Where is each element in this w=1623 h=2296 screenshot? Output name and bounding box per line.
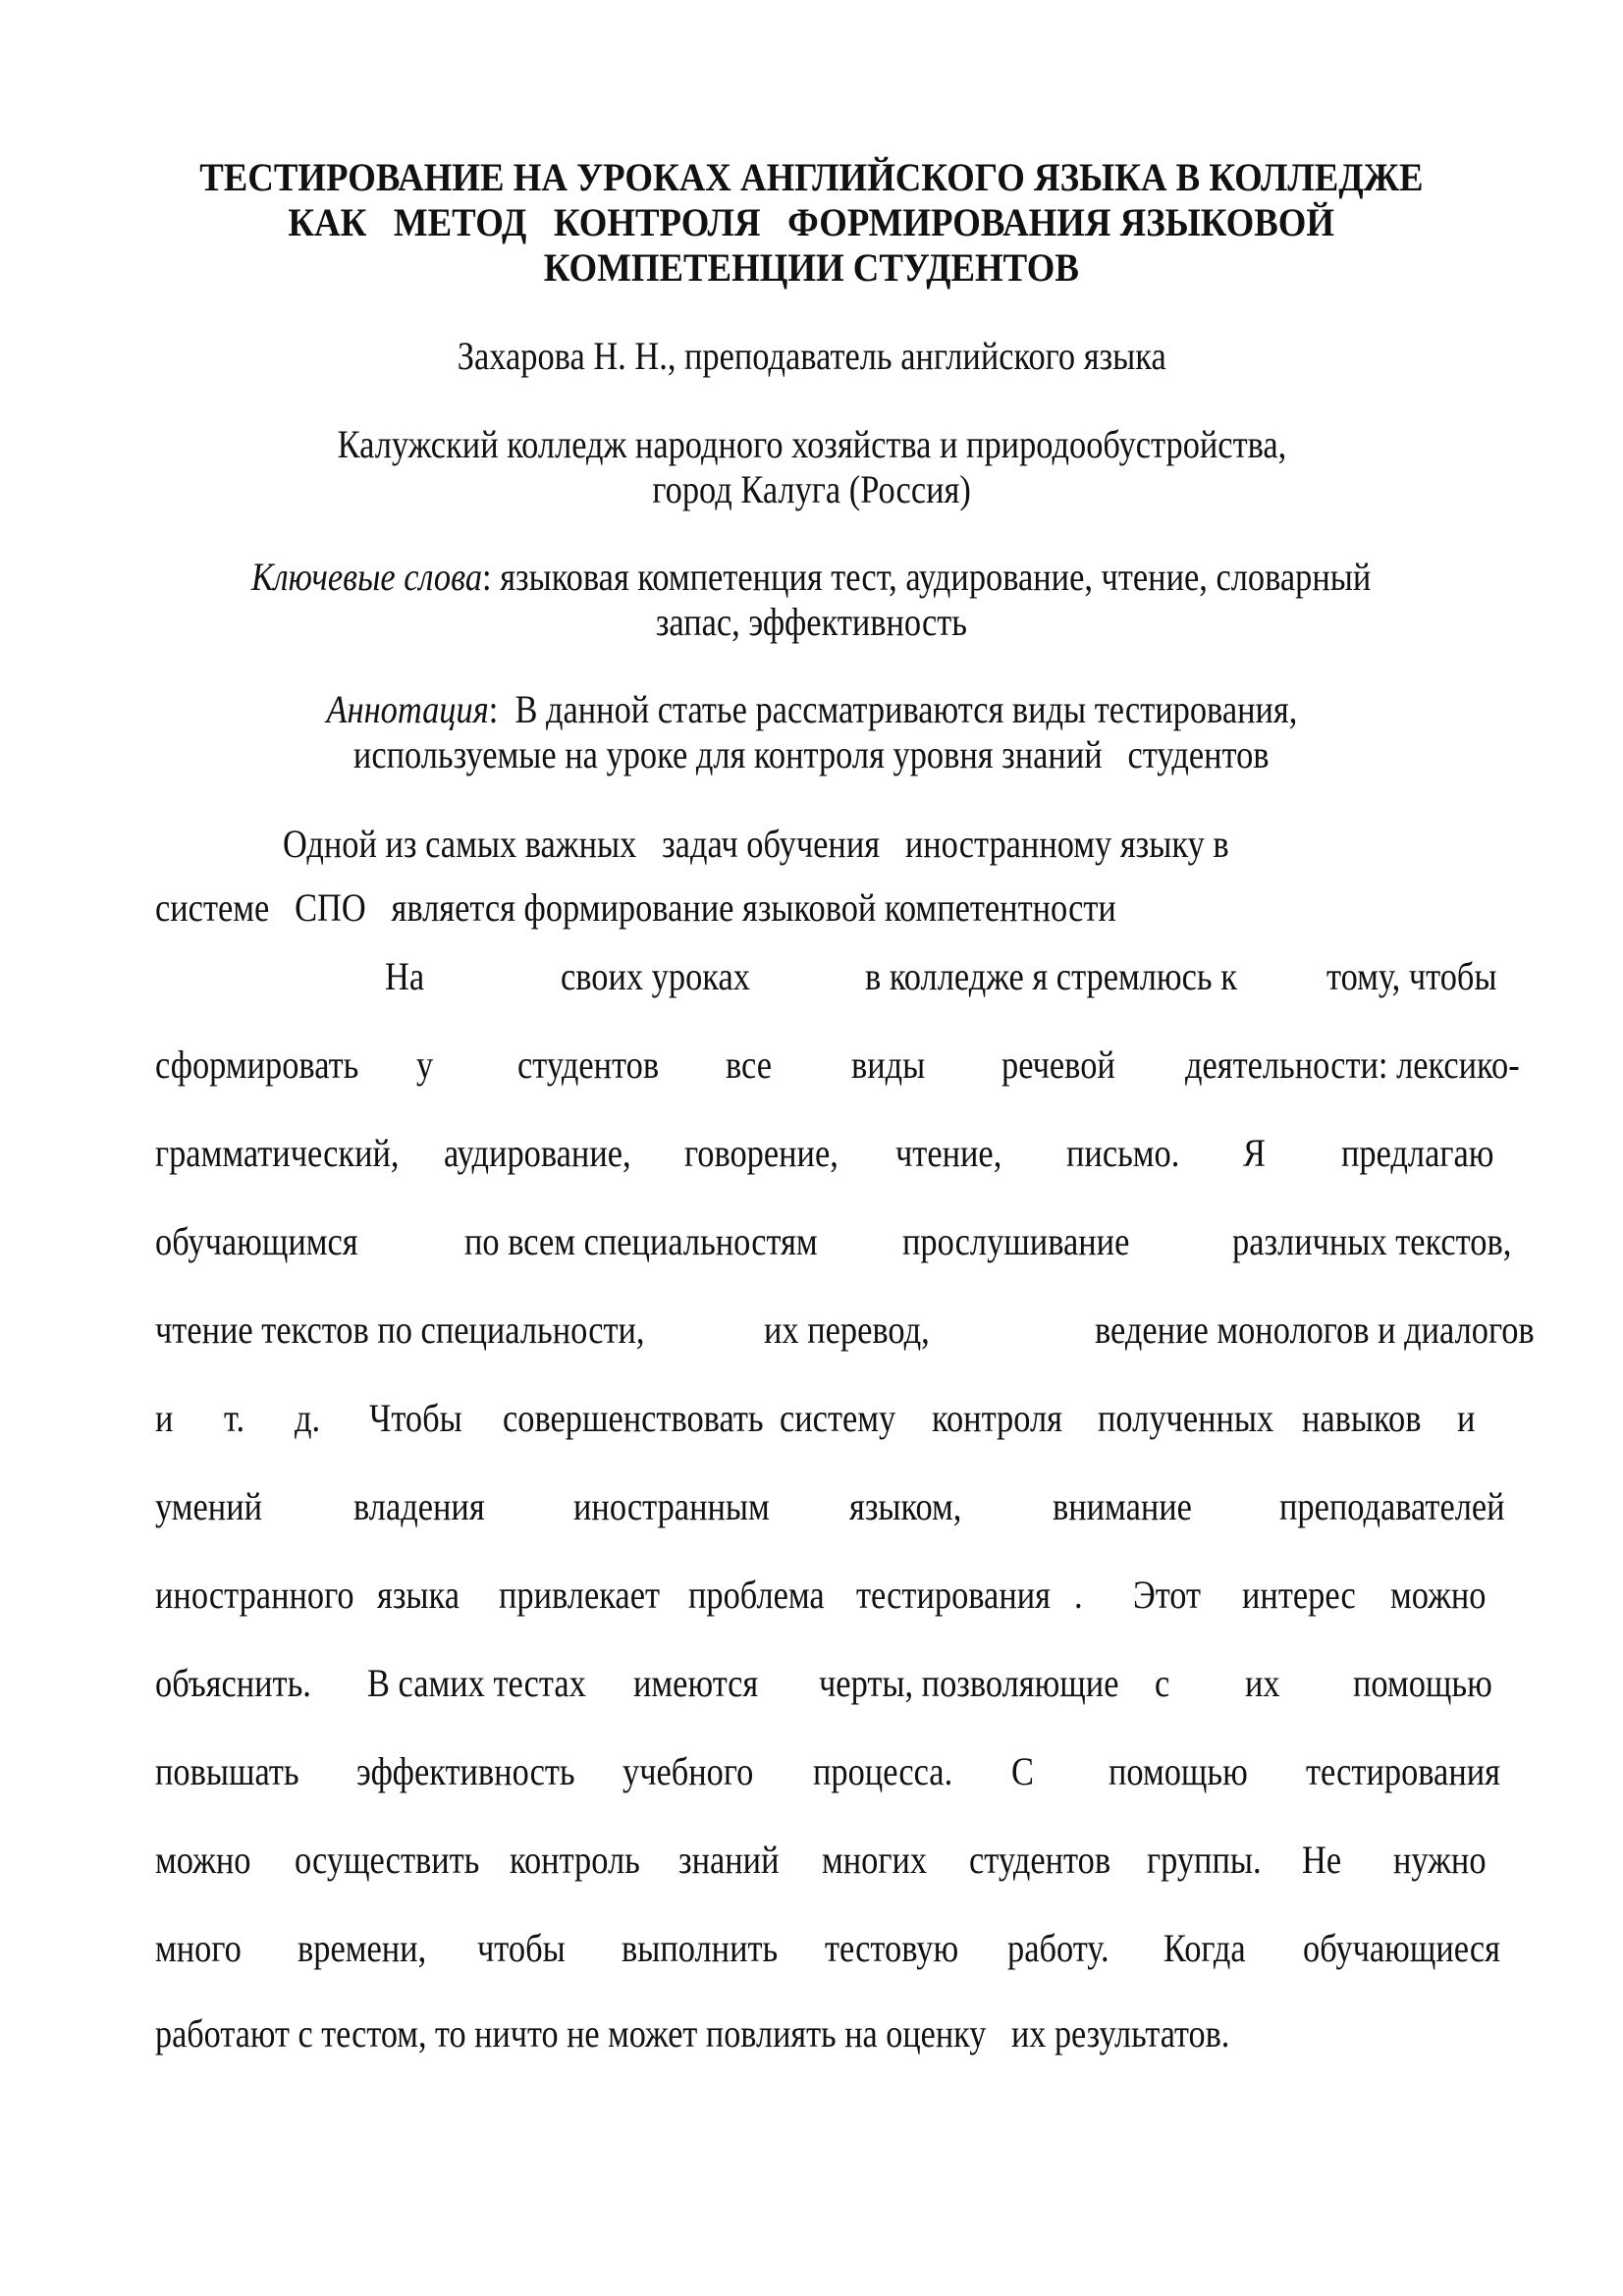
body-word: помощью — [1108, 1749, 1248, 1793]
body-word: Не — [1302, 1838, 1342, 1882]
author-line — [0, 333, 1623, 380]
title-text: КАК МЕТОД КОНТРОЛЯ ФОРМИРОВАНИЯ ЯЗЫКОВОЙ — [288, 200, 1335, 244]
abstract-inner — [326, 686, 1297, 733]
keywords-inner — [251, 554, 1371, 601]
body-word: повышать — [155, 1749, 299, 1793]
body-line — [155, 1660, 1492, 1707]
body-word: Я — [1242, 1131, 1266, 1175]
body-word: осуществить — [294, 1838, 479, 1882]
body-line — [155, 1130, 1494, 1177]
body-word: тестирования — [1305, 1749, 1500, 1793]
body-word: с — [1154, 1661, 1169, 1705]
body-word: навыков — [1301, 1396, 1422, 1440]
body-word: контроля — [932, 1396, 1063, 1440]
body-word: времени, — [298, 1926, 427, 1970]
body-word: все — [725, 1042, 772, 1087]
body-word: языка — [377, 1573, 460, 1617]
body-word: объяснить. — [155, 1661, 311, 1705]
body-word: тому, чтобы — [1325, 954, 1497, 998]
body-word: предлагаю — [1341, 1131, 1494, 1175]
body-word: . — [1074, 1573, 1083, 1617]
body-word: проблема — [688, 1573, 825, 1617]
body-word: много — [155, 1926, 242, 1970]
body-word: Этот — [1132, 1573, 1201, 1617]
abstract-text: используемые на уроке для контроля уровня знаний студентов — [353, 732, 1270, 776]
body-word: студентов — [968, 1838, 1110, 1882]
body-word: д. — [294, 1396, 320, 1440]
keywords-text: : языковая компетенция тест, аудирование, чтение, словарный — [482, 555, 1372, 599]
body-word: их перевод, — [764, 1308, 931, 1352]
body-line — [155, 1925, 1501, 1972]
abstract-label: Аннотация — [326, 687, 489, 731]
body-word: В самих тестах — [366, 1661, 586, 1705]
keywords-text: запас, эффективность — [655, 600, 968, 644]
body-word: группы. — [1147, 1838, 1263, 1882]
body-line — [155, 1748, 1500, 1795]
body-word: обучающимся — [155, 1219, 358, 1263]
body-word: процесса. — [812, 1749, 953, 1793]
body-word: в колледже я стремлюсь к — [864, 954, 1237, 998]
abstract-line-2 — [0, 731, 1623, 778]
body-line — [155, 1837, 1487, 1884]
body-word: черты, позволяющие — [818, 1661, 1119, 1705]
body-word: знаний — [678, 1838, 780, 1882]
body-word: помощью — [1352, 1661, 1492, 1705]
body-word: интерес — [1241, 1573, 1356, 1617]
body-word: аудирование, — [444, 1131, 631, 1175]
body-word: эффективность — [356, 1749, 575, 1793]
affiliation-text: город Калуга (Россия) — [652, 467, 971, 511]
body-last-line: работают с тестом, то ничто не может повлиять на оценку их результатов. — [155, 2011, 1230, 2056]
body-word: их — [1245, 1661, 1280, 1705]
title-line-1 — [0, 154, 1623, 201]
title-line-2 — [0, 199, 1623, 246]
body-word: чтение, — [895, 1131, 1002, 1175]
body-line — [155, 1218, 1512, 1265]
body-line — [385, 953, 1497, 1000]
body-word: чтобы — [476, 1926, 566, 1970]
body-line — [155, 1483, 1505, 1530]
body-word: можно — [155, 1838, 251, 1882]
body-word: по всем специальностям — [463, 1219, 818, 1263]
body-word: владения — [353, 1484, 486, 1528]
body-word: внимание — [1052, 1484, 1192, 1528]
body-word: речевой — [1001, 1042, 1115, 1087]
body-word: многих — [822, 1838, 928, 1882]
body-word: контроль — [510, 1838, 641, 1882]
body-word: иностранного — [155, 1573, 354, 1617]
body-word: у — [416, 1042, 434, 1087]
body-word: прослушивание — [902, 1219, 1130, 1263]
body-word: сформировать — [155, 1042, 359, 1087]
body-word: умений — [155, 1484, 263, 1528]
title-line-3 — [0, 244, 1623, 292]
body-line — [155, 1395, 1476, 1442]
body-word: систему — [779, 1396, 896, 1440]
body-word: своих уроках — [560, 954, 750, 998]
body-word: ведение монологов и диалогов — [1095, 1308, 1535, 1352]
intro-line-1: Одной из самых важных задач обучения иностранному языку в — [283, 822, 1229, 866]
abstract-line-1 — [0, 686, 1623, 733]
body-word: преподавателей — [1278, 1484, 1505, 1528]
body-line — [155, 1572, 1487, 1619]
title-text: КОМПЕТЕНЦИИ СТУДЕНТОВ — [543, 245, 1080, 290]
keywords-line-1 — [0, 554, 1623, 601]
body-word: деятельности: лексико- — [1184, 1042, 1520, 1087]
body-word: обучающиеся — [1303, 1926, 1501, 1970]
intro-line-2: системе СПО является формирование языковой компетентности — [155, 885, 1116, 930]
title-text: ТЕСТИРОВАНИЕ НА УРОКАХ АНГЛИЙСКОГО ЯЗЫКА В КОЛЛЕДЖЕ — [199, 155, 1424, 199]
body-word: т. — [223, 1396, 244, 1440]
body-word: виды — [850, 1042, 926, 1087]
affiliation-text: Калужский колледж народного хозяйства и природообустройства, — [337, 422, 1286, 466]
body-word: Когда — [1163, 1926, 1247, 1970]
body-word: имеются — [632, 1661, 759, 1705]
body-word: грамматический, — [155, 1131, 400, 1175]
body-word: На — [385, 954, 425, 998]
body-word: различных текстов, — [1232, 1219, 1512, 1263]
body-word: иностранным — [573, 1484, 770, 1528]
author-text: Захарова Н. Н., преподаватель английского языка — [457, 334, 1166, 378]
body-word: С — [1010, 1749, 1034, 1793]
body-word: и — [1457, 1396, 1476, 1440]
body-word: полученных — [1097, 1396, 1273, 1440]
body-word: тестирования — [856, 1573, 1052, 1617]
body-line — [155, 1041, 1520, 1089]
body-word: студентов — [516, 1042, 659, 1087]
keywords-label: Ключевые слова — [251, 555, 483, 599]
body-word: языком, — [848, 1484, 962, 1528]
body-word: можно — [1390, 1573, 1487, 1617]
keywords-line-2 — [0, 599, 1623, 646]
body-word: Чтобы — [369, 1396, 462, 1440]
body-line — [155, 1307, 1535, 1354]
body-word: и — [155, 1396, 174, 1440]
affiliation-line-1 — [0, 421, 1623, 468]
affiliation-line-2 — [0, 466, 1623, 513]
body-word: нужно — [1392, 1838, 1487, 1882]
body-word: чтение текстов по специальности, — [155, 1308, 645, 1352]
body-word: работу. — [1007, 1926, 1110, 1970]
body-word: привлекает — [499, 1573, 661, 1617]
body-word: говорение, — [683, 1131, 839, 1175]
body-word: выполнить — [621, 1926, 779, 1970]
body-word: тестовую — [824, 1926, 958, 1970]
body-word: совершенствовать — [502, 1396, 764, 1440]
body-word: учебного — [622, 1749, 754, 1793]
abstract-text: : В данной статье рассматриваются виды тестирования, — [488, 687, 1297, 731]
body-word: письмо. — [1066, 1131, 1180, 1175]
